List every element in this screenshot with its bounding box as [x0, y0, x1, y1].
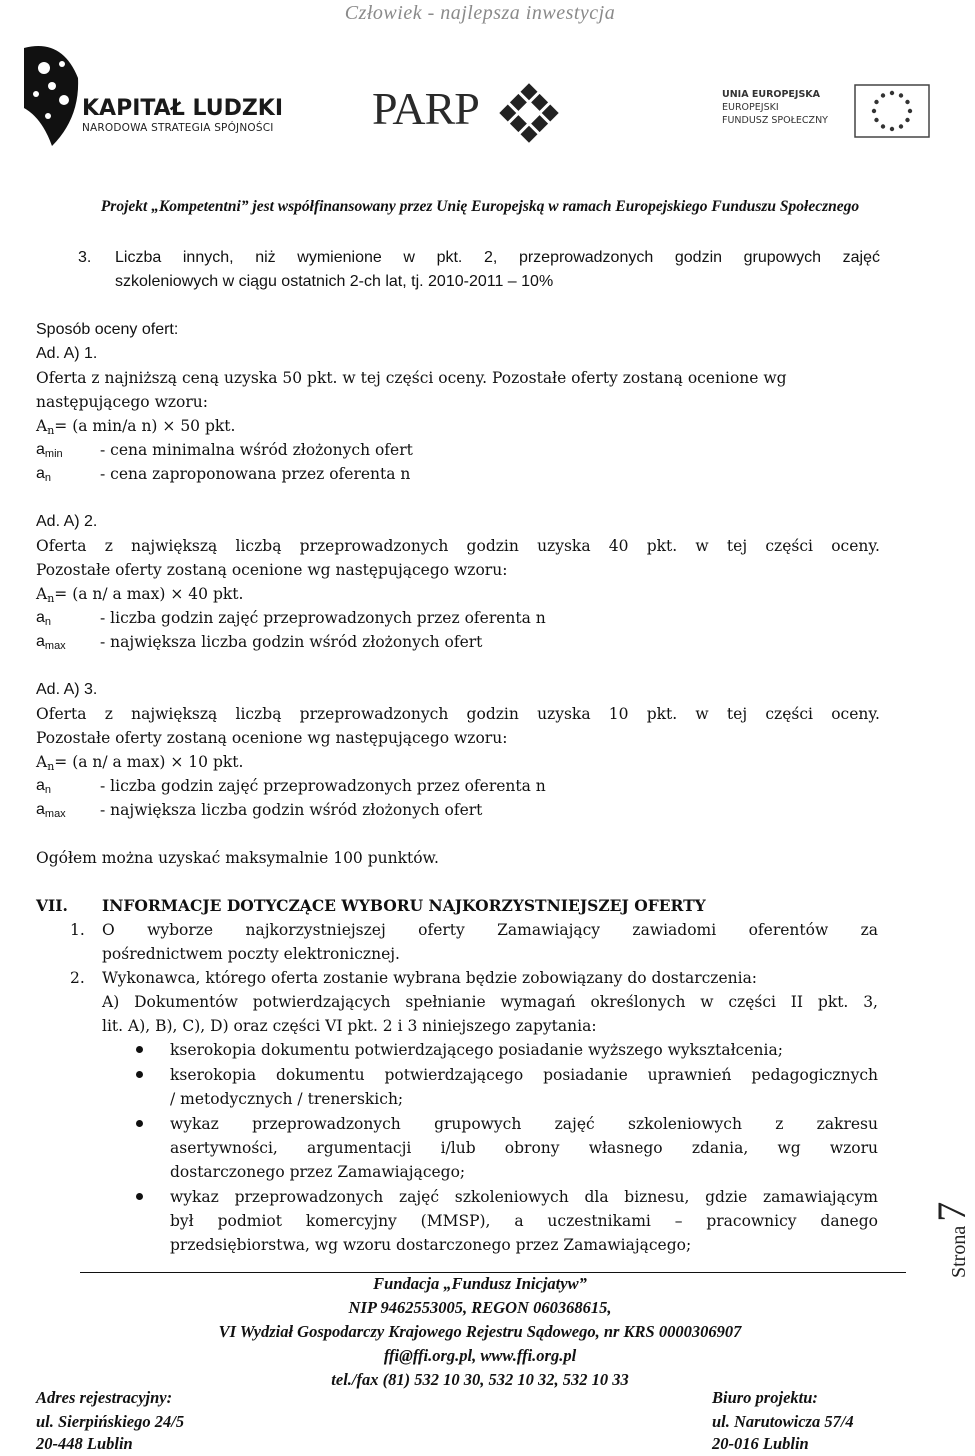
footer-address-city: 20-448 Lublin [36, 1434, 133, 1453]
a3-an-symbol: an [36, 777, 52, 796]
bullet-3-line1: wykaz przeprowadzonych grupowych zajęć szkoleniowych z zakresu [170, 1115, 878, 1133]
p1-number: 1. [70, 921, 85, 939]
bullet-4-line3: przedsiębiorstwa, wg wzoru dostarczonego przez Zamawiającego; [170, 1236, 692, 1254]
parp-diamond-icon [494, 78, 564, 148]
parp-logo [372, 78, 572, 148]
a2-an-desc: - liczba godzin zajęć przeprowadzonych przez oferenta n [100, 609, 546, 627]
bullet-2-line2: / metodycznych / trenerskich; [170, 1090, 404, 1108]
kapital-ludzki-emblem-icon [22, 38, 82, 148]
p2-line2: A) Dokumentów potwierdzających spełnianie wymagań określonych w części II pkt. 3, [102, 993, 878, 1011]
item3-line1: Liczba innych, niż wymienione w pkt. 2, przeprowadzonych godzin grupowych zajęć [115, 249, 880, 266]
section-vii-title: INFORMACJE DOTYCZĄCE WYBORU NAJKORZYSTNIEJSZEJ OFERTY [102, 896, 706, 915]
bullet-1-line1: kserokopia dokumentu potwierdzającego posiadanie wyższego wykształcenia; [170, 1041, 783, 1059]
a2-formula: An= (a n/ a max) × 40 pkt. [36, 585, 244, 605]
bullet-4-icon [136, 1193, 143, 1200]
footer-krs: VI Wydział Gospodarczy Krajowego Rejestru Sądowego, nr KRS 0000306907 [218, 1322, 742, 1341]
bullet-2-icon [136, 1071, 143, 1078]
a1-amin-symbol: amin [36, 441, 63, 460]
sposob-oceny-heading: Sposób oceny ofert: [36, 321, 179, 338]
footer-email-www: ffi@ffi.org.pl, www.ffi.org.pl [383, 1346, 577, 1365]
kapital-ludzki-subtitle: NARODOWA STRATEGIA SPÓJNOŚCI [82, 122, 274, 134]
footer-office-label: Biuro projektu: [712, 1388, 818, 1407]
a3-amax-symbol: amax [36, 801, 66, 820]
parp-logo-text: PARP [372, 83, 479, 134]
ad-a2-heading: Ad. A) 2. [36, 513, 98, 530]
bullet-1-icon [136, 1046, 143, 1053]
a1-line1: Oferta z najniższą ceną uzyska 50 pkt. w tej części oceny. Pozostałe oferty zostaną ocenione wg [36, 369, 787, 387]
ad-a1-heading: Ad. A) 1. [36, 345, 98, 362]
footer-nip: NIP 9462553005, REGON 060368615, [348, 1298, 612, 1317]
a3-formula: An= (a n/ a max) × 10 pkt. [36, 753, 244, 773]
bullet-4-line2: był podmiot komercyjny (MMSP), a uczestnikami – pracownicy danego [170, 1212, 878, 1230]
projekt-banner: Projekt „Kompetentni” jest współfinansowany przez Unię Europejską w ramach Europejskiego Funduszu Społecznego [100, 198, 860, 215]
section-vii-number: VII. [36, 896, 68, 915]
ad-a3-heading: Ad. A) 3. [36, 681, 98, 698]
a1-line2: następującego wzoru: [36, 393, 208, 411]
bullet-2-line1: kserokopia dokumentu potwierdzającego posiadanie uprawnień pedagogicznych [170, 1066, 878, 1084]
footer-office-city: 20-016 Lublin [712, 1434, 809, 1453]
a2-an-symbol: an [36, 609, 52, 628]
footer-address-street: ul. Sierpińskiego 24/5 [36, 1412, 185, 1431]
ue-logo-line1: UNIA EUROPEJSKA [722, 89, 820, 100]
bullet-3-icon [136, 1120, 143, 1127]
kapital-ludzki-title: KAPITAŁ LUDZKI [82, 96, 284, 121]
p1-line1: O wyborze najkorzystniejszej oferty Zamawiający zawiadomi oferentów za [102, 921, 878, 939]
item3-number: 3. [78, 249, 92, 266]
item3-line2: szkoleniowych w ciągu ostatnich 2-ch lat, tj. 2010-2011 – 10% [115, 273, 554, 290]
footer-address-label: Adres rejestracyjny: [36, 1388, 173, 1407]
ue-logo-line2: EUROPEJSKI [722, 102, 779, 113]
a3-an-desc: - liczba godzin zajęć przeprowadzonych przez oferenta n [100, 777, 546, 795]
bullet-3-line3: dostarczonego przez Zamawiającego; [170, 1163, 466, 1181]
eu-flag-icon [854, 84, 930, 138]
a1-an-symbol: an [36, 465, 52, 484]
page-number: Strona 7 [929, 1201, 974, 1278]
p2-line3: lit. A), B), C), D) oraz części VI pkt. 2 i 3 niniejszego zapytania: [102, 1017, 597, 1035]
footer-fundacja: Fundacja „Fundusz Inicjatyw” [373, 1274, 587, 1293]
bullet-4-line1: wykaz przeprowadzonych zajęć szkoleniowych dla biznesu, gdzie zamawiającym [170, 1188, 878, 1206]
p2-number: 2. [70, 969, 85, 987]
a2-amax-symbol: amax [36, 633, 66, 652]
a1-formula: An= (a min/a n) × 50 pkt. [36, 417, 236, 437]
header-tagline: Człowiek - najlepsza inwestycja [344, 2, 616, 24]
a1-amin-desc: - cena minimalna wśród złożonych ofert [100, 441, 413, 459]
a2-line2: Pozostałe oferty zostaną ocenione wg następującego wzoru: [36, 561, 508, 579]
footer-office-street: ul. Narutowicza 57/4 [712, 1412, 854, 1431]
a3-line2: Pozostałe oferty zostaną ocenione wg następującego wzoru: [36, 729, 508, 747]
a2-line1: Oferta z największą liczbą przeprowadzonych godzin uzyska 40 pkt. w tej części oceny. [36, 537, 880, 555]
footer-phone: tel./fax (81) 532 10 30, 532 10 32, 532 10 33 [331, 1370, 629, 1389]
bullet-3-line2: asertywności, argumentacji i/lub obrony własnego zdania, wg wzoru [170, 1139, 878, 1157]
a1-an-desc: - cena zaproponowana przez oferenta n [100, 465, 411, 483]
a3-line1: Oferta z największą liczbą przeprowadzonych godzin uzyska 10 pkt. w tej części oceny. [36, 705, 880, 723]
kapital-ludzki-logo [22, 38, 292, 158]
p2-line1: Wykonawca, którego oferta zostanie wybrana będzie zobowiązany do dostarczenia: [102, 969, 758, 987]
ogolem-text: Ogółem można uzyskać maksymalnie 100 punktów. [36, 849, 439, 867]
ue-logo-line3: FUNDUSZ SPOŁECZNY [722, 115, 828, 126]
footer-divider [80, 1272, 906, 1273]
ue-logo [722, 84, 952, 154]
p1-line2: pośrednictwem poczty elektronicznej. [102, 945, 400, 963]
a2-amax-desc: - największa liczba godzin wśród złożonych ofert [100, 633, 483, 651]
a3-amax-desc: - największa liczba godzin wśród złożonych ofert [100, 801, 483, 819]
